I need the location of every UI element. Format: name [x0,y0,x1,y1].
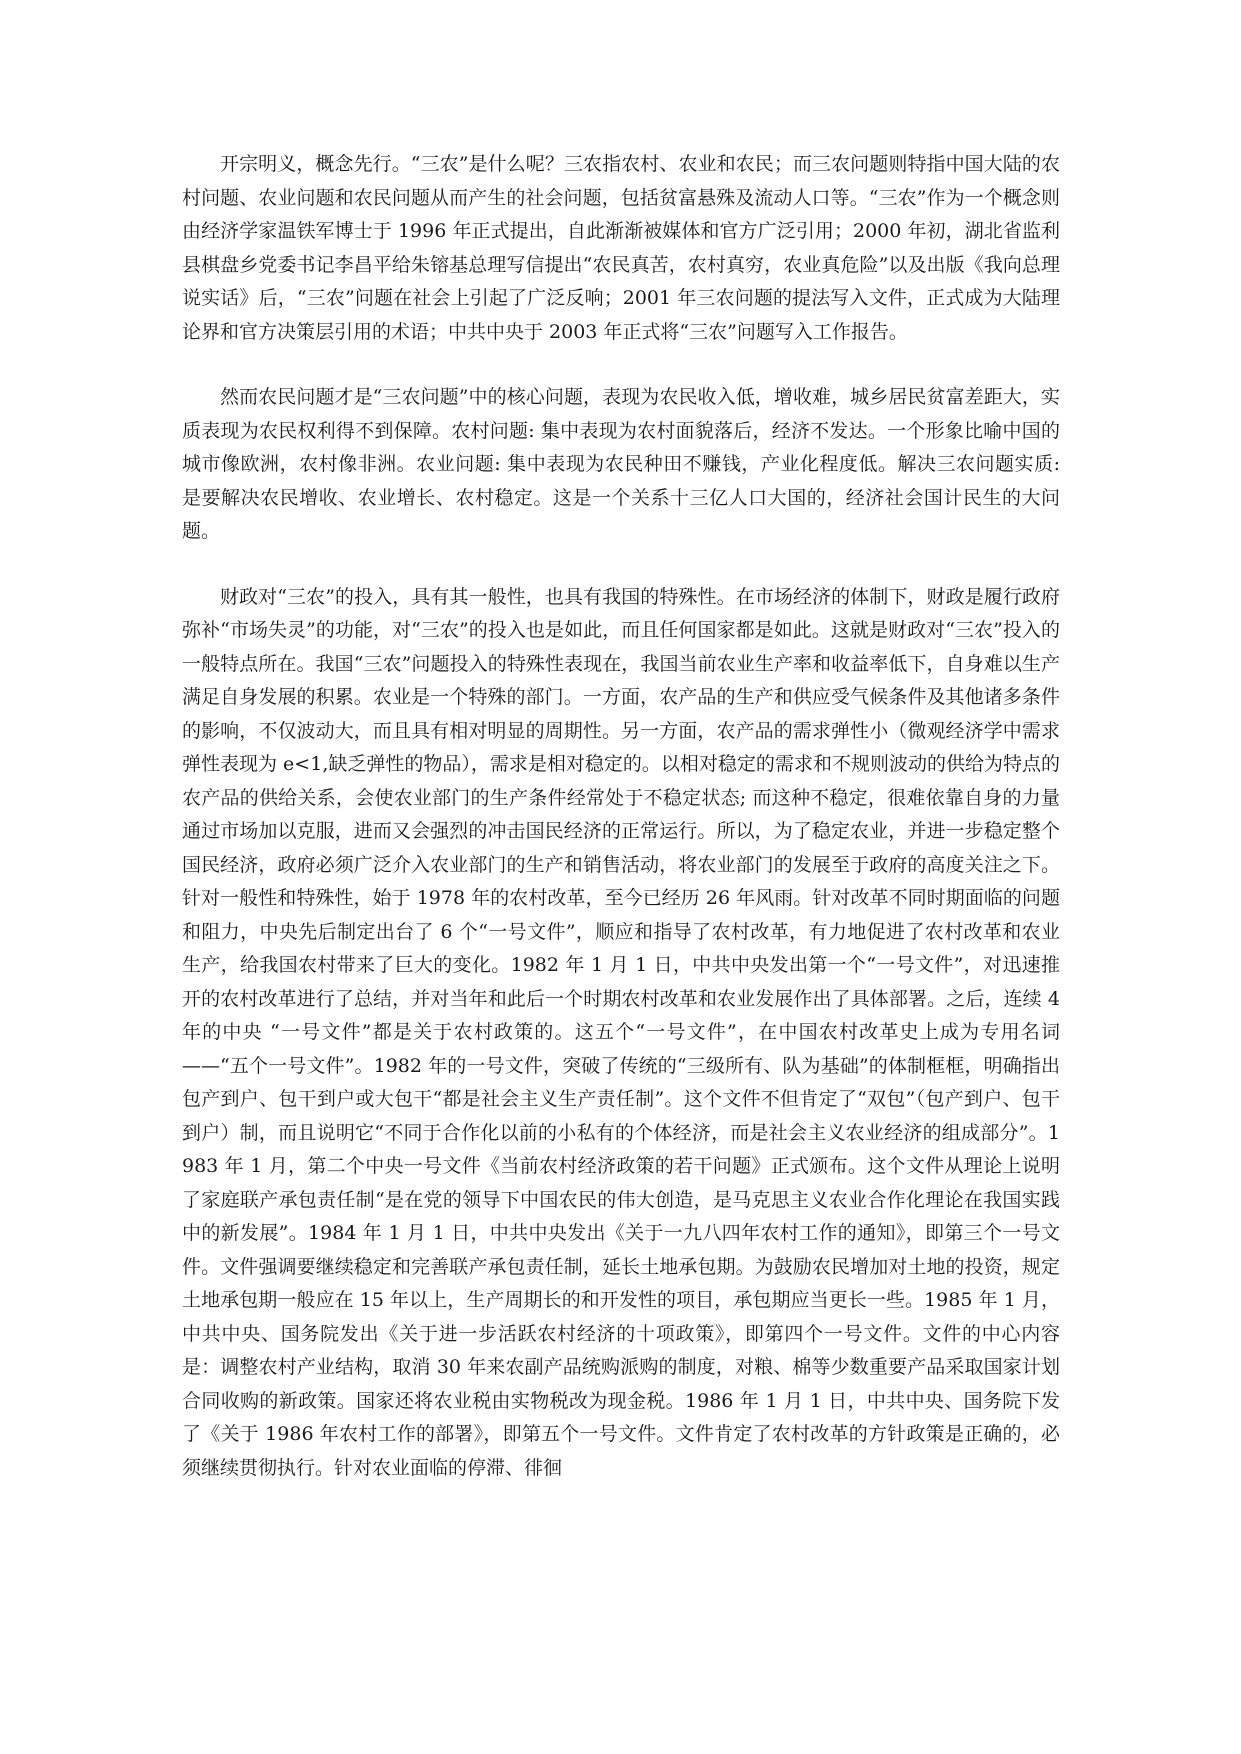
paragraph-fiscal-investment: 财政对“三农”的投入，具有其一般性，也具有我国的特殊性。在市场经济的体制下，财政是履行政府弥补“市场失灵”的功能，对“三农”的投入也是如此，而且任何国家都是如此。这就是财政对“三农”投入的一般特点所在。我国“三农”问题投入的特殊性表现在，我国当前农业生产率和收益率低下，自身难以生产满足自身发展的积累。农业是一个特殊的部门。一方面，农产品的生产和供应受气候条件及其他诸多条件的影响，不仅波动大，而且具有相对明显的周期性。另一方面，农产品的需求弹性小（微观经济学中需求弹性表现为 e<1,缺乏弹性的物品），需求是相对稳定的。以相对稳定的需求和不规则波动的供给为特点的农产品的供给关系，会使农业部门的生产条件经常处于不稳定状态; 而这种不稳定，很难依靠自身的力量通过市场加以克服，进而又会强烈的冲击国民经济的正常运行。所以，为了稳定农业，并进一步稳定整个国民经济，政府必须广泛介入农业部门的生产和销售活动，将农业部门的发展至于政府的高度关注之下。针对一般性和特殊性，始于 1978 年的农村改革，至今已经历 26 年风雨。针对改革不同时期面临的问题和阻力，中央先后制定出台了 6 个“一号文件”，顺应和指导了农村改革，有力地促进了农村改革和农业生产，给我国农村带来了巨大的变化。1982 年 1 月 1 日，中共中央发出第一个“一号文件”，对迅速推开的农村改革进行了总结，并对当年和此后一个时期农村改革和农业发展作出了具体部署。之后，连续 4 年的中央 “一号文件”都是关于农村政策的。这五个“一号文件”，在中国农村改革史上成为专用名词——“五个一号文件”。1982 年的一号文件，突破了传统的“三级所有、队为基础”的体制框框，明确指出包产到户、包干到户或大包干“都是社会主义生产责任制”。这个文件不但肯定了“双包”（包产到户、包干到户）制，而且说明它“不同于合作化以前的小私有的个体经济，而是社会主义农业经济的组成部分”。1983 年 1 月，第二个中央一号文件《当前农村经济政策的若干问题》正式颁布。这个文件从理论上说明了家庭联产承包责任制“是在党的领导下中国农民的伟大创造，是马克思主义农业合作化理论在我国实践中的新发展”。1984 年 1 月 1 日，中共中央发出《关于一九八四年农村工作的通知》，即第三个一号文件。文件强调要继续稳定和完善联产承包责任制，延长土地承包期。为鼓励农民增加对土地的投资，规定土地承包期一般应在 15 年以上，生产周期长的和开发性的项目，承包期应当更长一些。1985 年 1 月，中共中央、国务院发出《关于进一步活跃农村经济的十项政策》，即第四个一号文件。文件的中心内容是：调整农村产业结构，取消 30 年来农副产品统购派购的制度，对粮、棉等少数重要产品采取国家计划合同收购的新政策。国家还将农业税由实物税改为现金税。1986 年 1 月 1 日，中共中央、国务院下发了《关于 1986 年农村工作的部署》，即第五个一号文件。文件肯定了农村改革的方针政策是正确的，必须继续贯彻执行。针对农业面临的停滞、徘徊 [182,585,1060,1479]
document-body [182,148,1060,1517]
paragraph-sannong-definition: 开宗明义，概念先行。“三农”是什么呢？三农指农村、农业和农民；而三农问题则特指中国大陆的农村问题、农业问题和农民问题从而产生的社会问题，包括贫富悬殊及流动人口等。“三农”作为一个概念则由经济学家温铁军博士于 1996 年正式提出，自此渐渐被媒体和官方广泛引用；2000 年初，湖北省监利县棋盘乡党委书记李昌平给朱镕基总理写信提出“农民真苦，农村真穷，农业真危险”以及出版《我向总理说实话》后，“三农”问题在社会上引起了广泛反响；2001 年三农问题的提法写入文件，正式成为大陆理论界和官方决策层引用的术语；中共中央于 2003 年正式将“三农”问题写入工作报告。 [182,153,1061,343]
paragraph-farmer-problem: 然而农民问题才是“三农问题”中的核心问题，表现为农民收入低，增收难，城乡居民贫富差距大，实质表现为农民权利得不到保障。农村问题: 集中表现为农村面貌落后，经济不发达。一个形象比喻中国的城市像欧洲，农村像非洲。农业问题: 集中表现为农民种田不赚钱，产业化程度低。解决三农问题实质: 是要解决农民增收、农业增长、农村稳定。这是一个关系十三亿人口大国的，经济社会国计民生的大问题。 [182,386,1060,542]
